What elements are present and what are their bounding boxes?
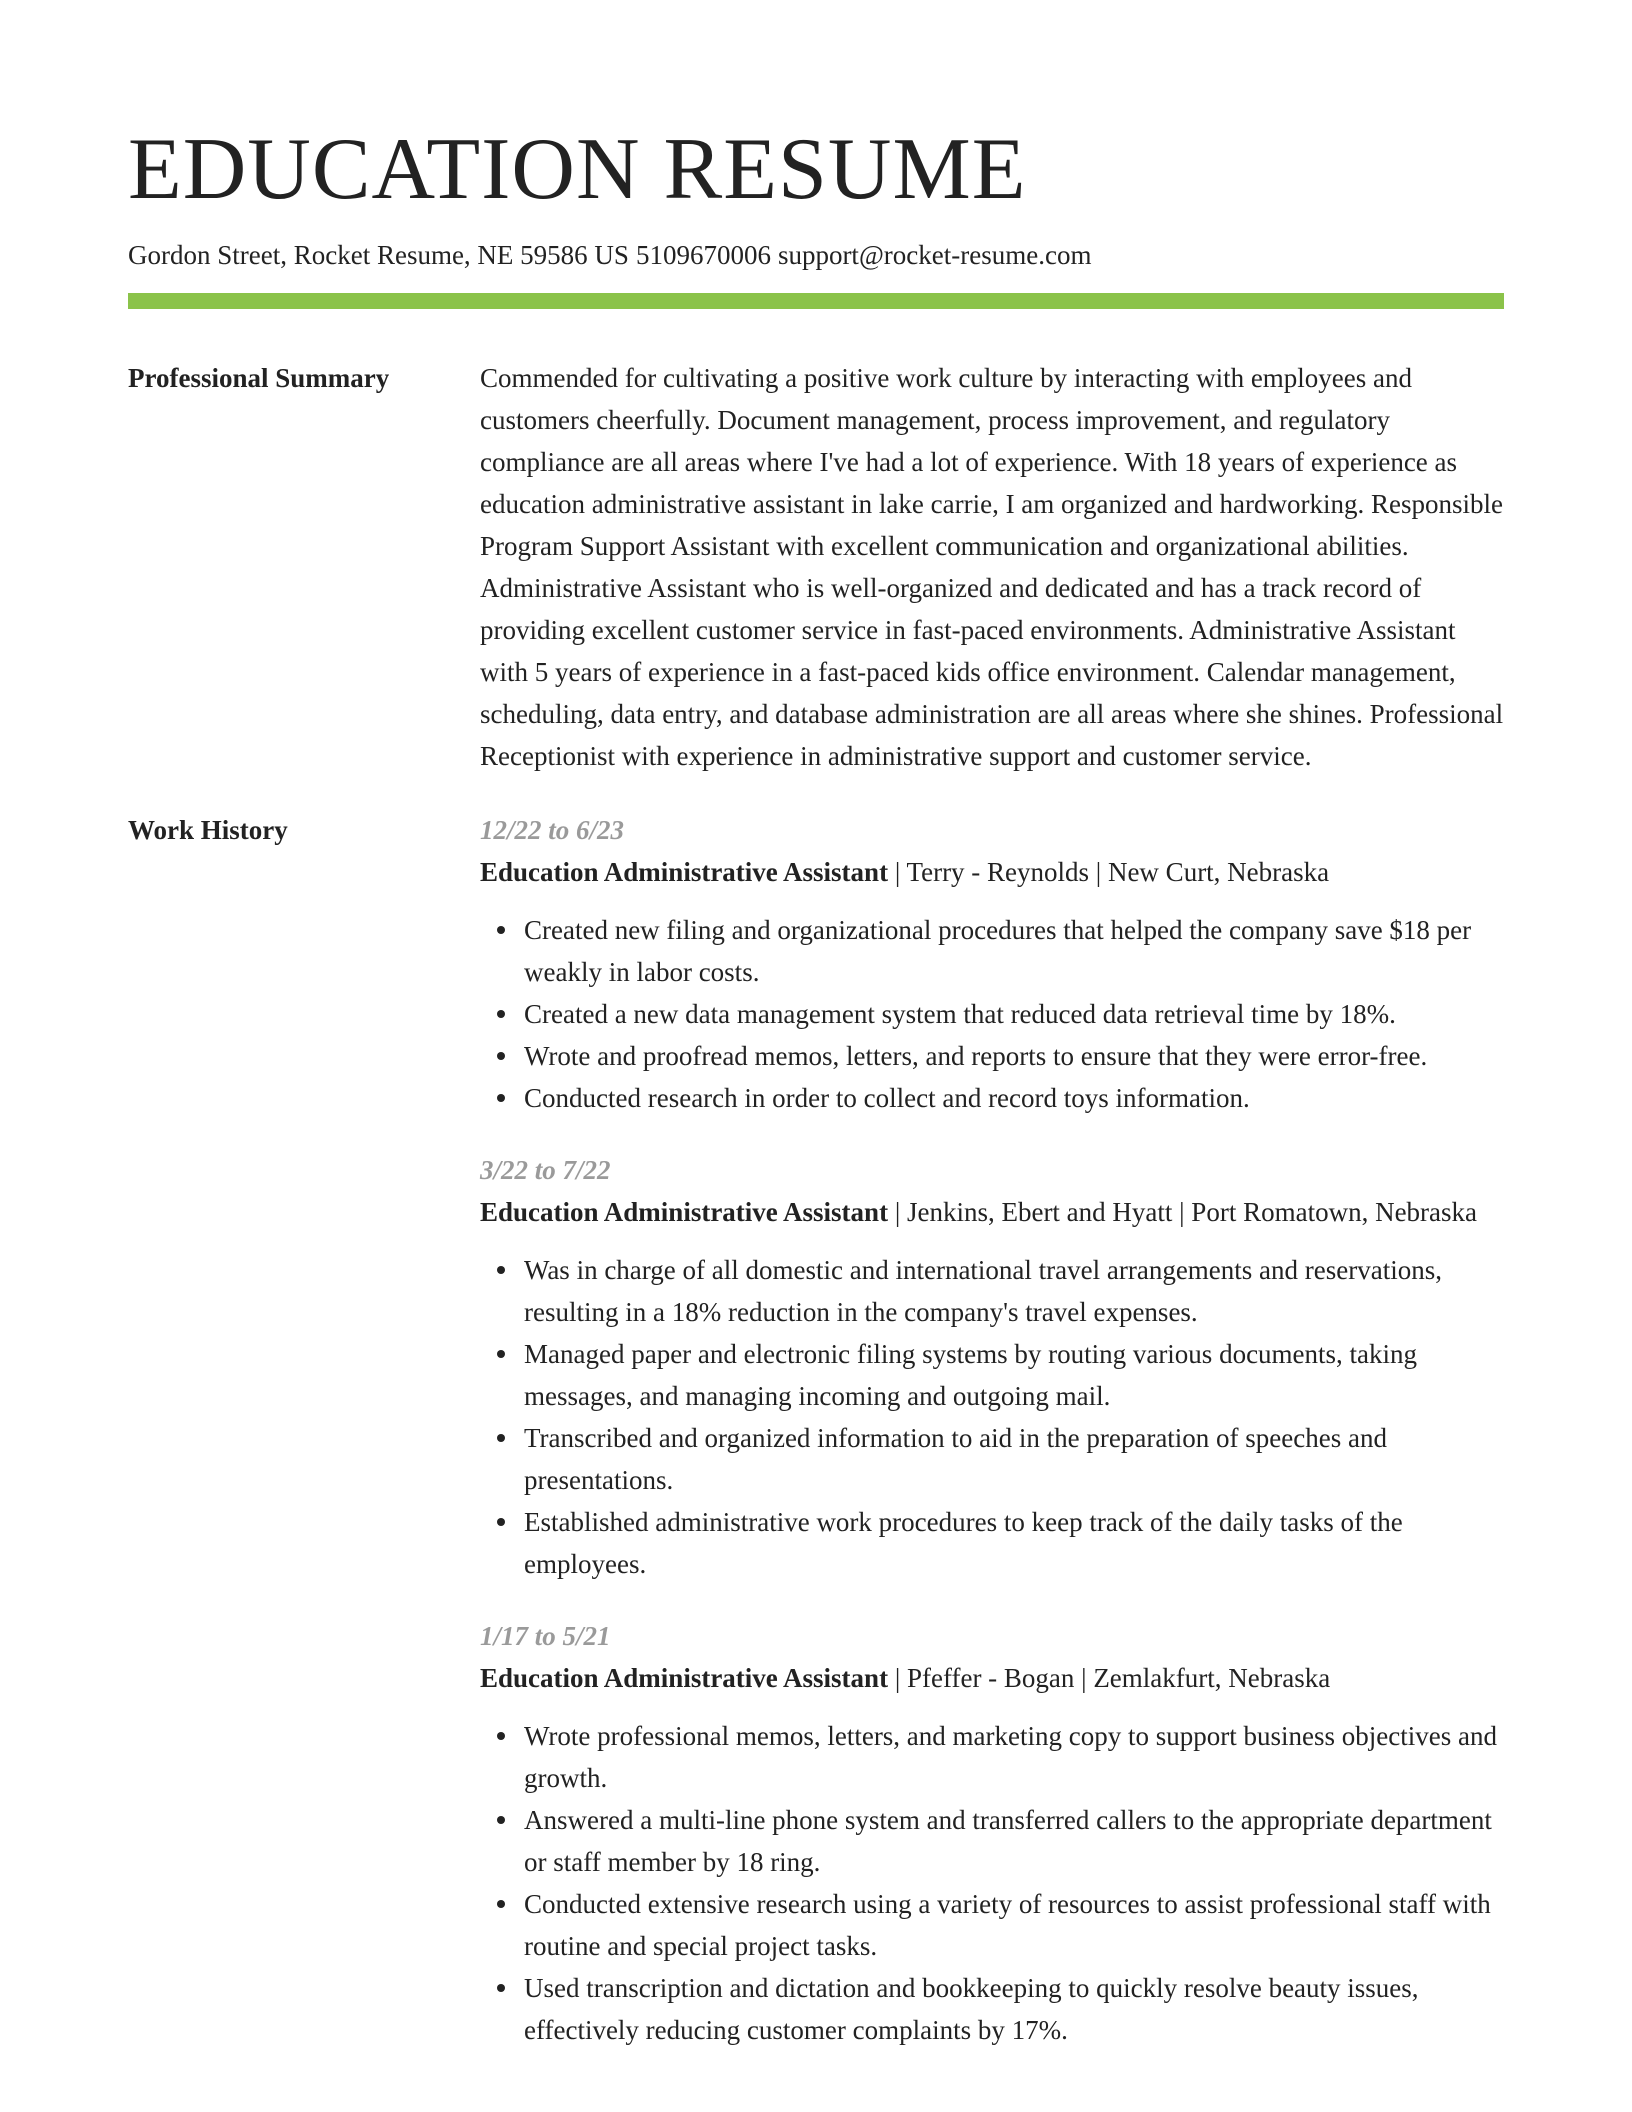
job-entry bbox=[480, 1149, 1504, 1585]
job-bullet: Wrote professional memos, letters, and marketing copy to support business objectives and growth. bbox=[524, 1715, 1504, 1799]
job-title: Education Administrative Assistant bbox=[480, 1663, 889, 1693]
job-entry bbox=[480, 1615, 1504, 2051]
job-bullet: Created new filing and organizational procedures that helped the company save $18 per weakly in labor costs. bbox=[524, 909, 1504, 993]
summary-body bbox=[480, 357, 1504, 777]
job-title: Education Administrative Assistant bbox=[480, 1197, 889, 1227]
job-bullet: Transcribed and organized information to aid in the preparation of speeches and presentations. bbox=[524, 1417, 1504, 1501]
job-bullet: Wrote and proofread memos, letters, and reports to ensure that they were error-free. bbox=[524, 1035, 1504, 1077]
job-dates: 1/17 to 5/21 bbox=[480, 1621, 611, 1651]
summary-section bbox=[128, 357, 1504, 777]
job-bullet: Used transcription and dictation and bookkeeping to quickly resolve beauty issues, effectively reducing customer complaints by 17%. bbox=[524, 1967, 1504, 2051]
resume-title: EDUCATION RESUME bbox=[128, 121, 1027, 218]
work-history-body bbox=[480, 809, 1504, 2081]
job-title: Education Administrative Assistant bbox=[480, 857, 889, 887]
job-dates: 3/22 to 7/22 bbox=[480, 1155, 611, 1185]
job-bullet: Was in charge of all domestic and international travel arrangements and reservations, resulting in a 18% reduction in the company's travel expenses. bbox=[524, 1249, 1504, 1333]
job-bullet: Answered a multi-line phone system and transferred callers to the appropriate department or staff member by 18 ring. bbox=[524, 1799, 1504, 1883]
contact-address: Gordon Street, Rocket Resume, NE 59586 US bbox=[128, 240, 629, 270]
job-heading bbox=[480, 851, 1504, 893]
job-bullets bbox=[480, 909, 1504, 1119]
resume-page bbox=[128, 0, 1504, 2081]
summary-label: Professional Summary bbox=[128, 363, 390, 393]
work-history-section bbox=[128, 809, 1504, 2081]
job-details: | Jenkins, Ebert and Hyatt | Port Romatown, Nebraska bbox=[888, 1197, 1478, 1227]
contact-line bbox=[128, 238, 1504, 272]
job-bullets bbox=[480, 1715, 1504, 2051]
job-heading bbox=[480, 1657, 1504, 1699]
summary-text: Commended for cultivating a positive work culture by interacting with employees and customers cheerfully. Document management, process improvement, and regulatory compliance are all areas where I've had a lot of experience. With 18 years of experience as education administrative assistant in lake carrie, I am organized and hardworking. Responsible Program Support Assistant with excellent communication and organizational abilities. Administrative Assistant who is well-organized and dedicated and has a track record of providing excellent customer service in fast-paced environments. Administrative Assistant with 5 years of experience in a fast-paced kids office environment. Calendar management, scheduling, data entry, and database administration are all areas where she shines. Professional Receptionist with experience in administrative support and customer service. bbox=[480, 363, 1504, 771]
contact-phone: 5109670006 bbox=[635, 240, 771, 270]
job-bullet: Conducted extensive research using a variety of resources to assist professional staff with routine and special project tasks. bbox=[524, 1883, 1504, 1967]
job-details: | Pfeffer - Bogan | Zemlakfurt, Nebraska bbox=[888, 1663, 1331, 1693]
header-accent-rule bbox=[128, 293, 1504, 309]
job-bullet: Managed paper and electronic filing systems by routing various documents, taking messages, and managing incoming and outgoing mail. bbox=[524, 1333, 1504, 1417]
job-dates: 12/22 to 6/23 bbox=[480, 815, 625, 845]
job-details: | Terry - Reynolds | New Curt, Nebraska bbox=[888, 857, 1330, 887]
contact-email[interactable]: support@rocket-resume.com bbox=[777, 240, 1092, 270]
work-history-label: Work History bbox=[128, 815, 288, 845]
job-entry bbox=[480, 809, 1504, 1119]
job-bullets bbox=[480, 1249, 1504, 1585]
job-bullet: Created a new data management system that reduced data retrieval time by 18%. bbox=[524, 993, 1504, 1035]
job-bullet: Conducted research in order to collect and record toys information. bbox=[524, 1077, 1504, 1119]
job-heading bbox=[480, 1191, 1504, 1233]
job-bullet: Established administrative work procedures to keep track of the daily tasks of the employees. bbox=[524, 1501, 1504, 1585]
